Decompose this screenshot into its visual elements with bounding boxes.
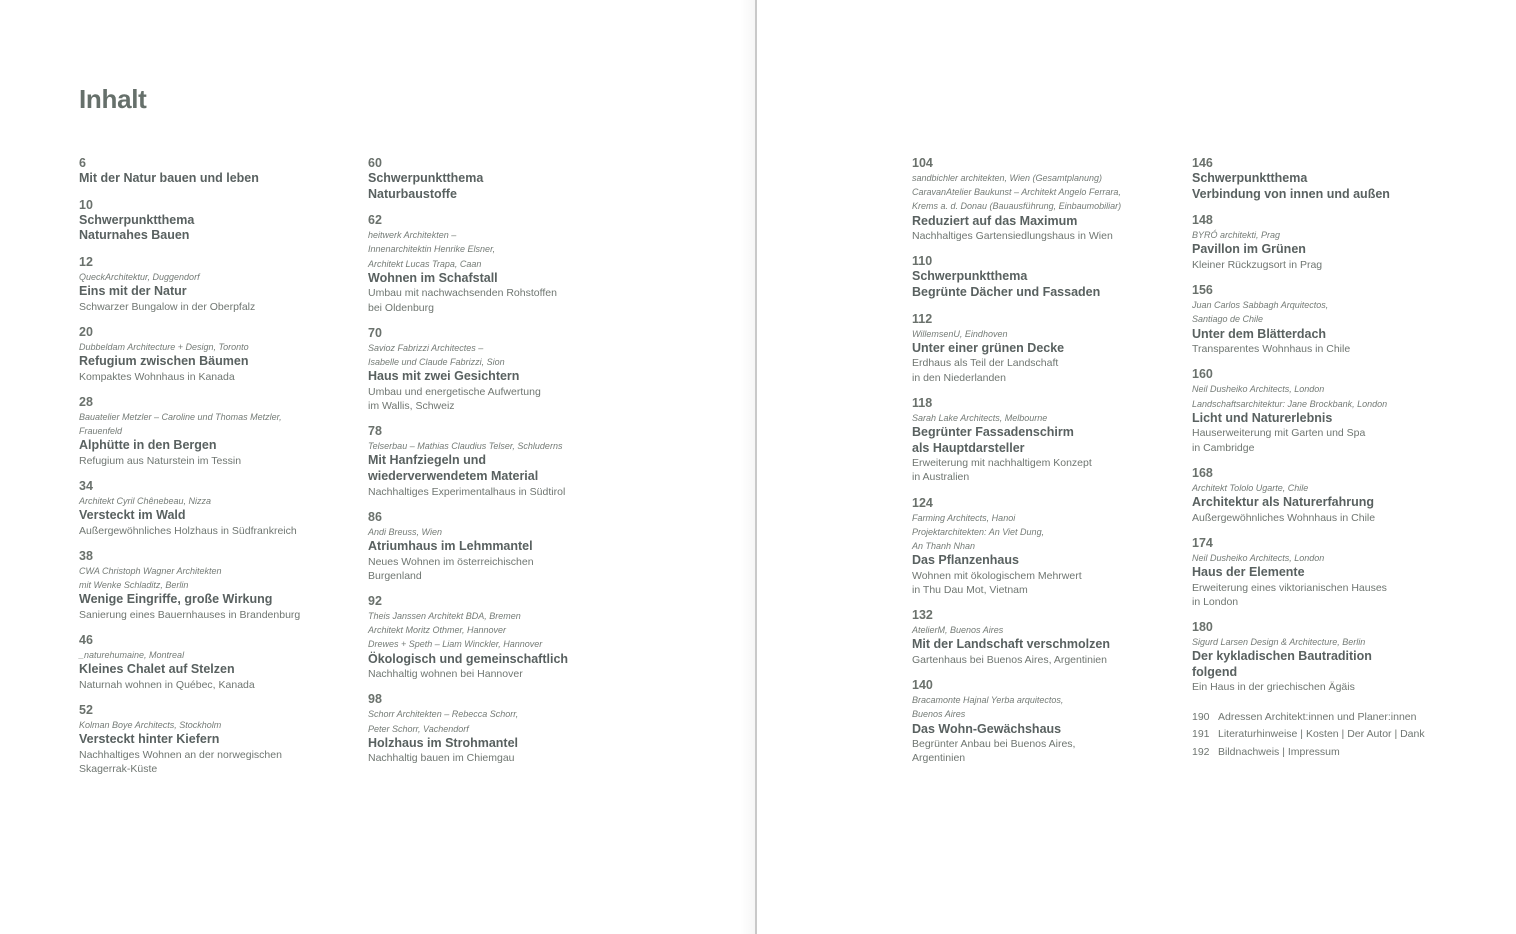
toc-author <box>79 718 354 732</box>
toc-subtitle <box>79 524 354 538</box>
toc-entry[interactable] <box>368 510 643 583</box>
toc-author-line: CWA Christoph Wagner Architekten <box>79 565 222 576</box>
toc-title-line: Holzhaus im Strohmantel <box>368 735 519 750</box>
toc-subtitle-line: Schwarzer Bungalow in der Oberpfalz <box>79 300 256 313</box>
toc-subtitle-line: Umbau und energetische Aufwertung <box>368 385 541 398</box>
toc-author <box>368 609 643 652</box>
toc-author-line: QueckArchitektur, Duggendorf <box>79 271 200 282</box>
toc-title <box>79 284 354 300</box>
toc-title <box>1192 411 1467 427</box>
toc-column-4 <box>1192 156 1467 761</box>
toc-author-line: Innenarchitektin Henrike Elsner, <box>368 244 496 255</box>
toc-author <box>912 511 1187 554</box>
toc-title <box>79 732 354 748</box>
toc-author-line: Telserbau – Mathias Claudius Telser, Schluderns <box>368 441 563 452</box>
toc-author <box>1192 382 1467 410</box>
toc-title-line: Wenige Eingriffe, große Wirkung <box>79 592 273 607</box>
toc-subtitle-line: Transparentes Wohnhaus in Chile <box>1192 343 1351 356</box>
toc-entry[interactable] <box>1192 466 1467 525</box>
toc-title <box>79 592 354 608</box>
toc-author <box>1192 551 1467 565</box>
toc-title-line: Atriumhaus im Lehmmantel <box>368 539 533 553</box>
toc-author-line: Juan Carlos Sabbagh Arquitectos, <box>1192 300 1329 311</box>
toc-page-number: 34 <box>79 478 93 493</box>
toc-subtitle <box>1192 581 1467 609</box>
toc-subtitle <box>368 286 643 314</box>
toc-entry[interactable] <box>79 156 354 187</box>
toc-title-line: Schwerpunktthema <box>1192 171 1308 185</box>
toc-entry[interactable] <box>368 692 643 765</box>
toc-subtitle-line: Hauserweiterung mit Garten und Spa <box>1192 427 1366 440</box>
toc-entry[interactable] <box>1192 620 1467 695</box>
toc-column-2 <box>368 156 643 777</box>
toc-author <box>368 525 643 539</box>
toc-author <box>912 327 1187 341</box>
toc-backmatter-text: Bildnachweis | Impressum <box>1218 745 1340 758</box>
toc-title <box>368 453 643 484</box>
toc-title-line: wiederverwendetem Material <box>368 469 539 483</box>
toc-author <box>912 411 1187 425</box>
toc-subtitle <box>79 748 354 776</box>
toc-title-line: Begrünte Dächer und Fassaden <box>912 285 1101 299</box>
toc-author-line: Architekt Lucas Trapa, Caan <box>368 258 482 269</box>
toc-author-line: Bracamonte Hajnal Yerba arquitectos, <box>912 695 1064 706</box>
toc-author <box>1192 635 1467 649</box>
toc-subtitle <box>368 485 643 499</box>
toc-entry[interactable] <box>912 678 1187 765</box>
toc-subtitle-line: Skagerrak-Küste <box>79 763 158 776</box>
toc-author <box>368 228 643 271</box>
toc-author-line: Buenos Aires <box>912 709 966 720</box>
toc-subtitle-line: Nachhaltig wohnen bei Hannover <box>368 668 523 681</box>
toc-entry[interactable] <box>1192 283 1467 356</box>
toc-subtitle-line: Erweiterung mit nachhaltigem Konzept <box>912 457 1092 470</box>
toc-author-line: An Thanh Nhan <box>912 541 976 551</box>
toc-page-number: 78 <box>368 424 382 439</box>
toc-subtitle-line: im Wallis, Schweiz <box>368 400 455 412</box>
toc-subtitle <box>1192 511 1467 525</box>
toc-column-3 <box>912 156 1187 777</box>
toc-entry[interactable] <box>912 254 1187 300</box>
toc-entry[interactable] <box>1192 536 1467 609</box>
toc-title <box>368 171 643 202</box>
toc-entry[interactable] <box>79 479 354 538</box>
toc-title-line: Verbindung von innen und außen <box>1192 186 1390 201</box>
toc-subtitle <box>368 555 643 583</box>
toc-entry[interactable] <box>368 156 643 202</box>
toc-page-number: 38 <box>79 548 93 563</box>
toc-author-line: Savioz Fabrizzi Architectes – <box>368 342 484 353</box>
toc-subtitle <box>1192 258 1467 272</box>
toc-page-number: 112 <box>912 311 933 326</box>
toc-author <box>1192 228 1467 242</box>
toc-title-line: Licht und Naturerlebnis <box>1192 410 1333 425</box>
toc-title-line: Versteckt hinter Kiefern <box>79 732 220 747</box>
page-title: Inhalt <box>79 84 147 114</box>
toc-entry[interactable] <box>79 325 354 384</box>
toc-author <box>912 171 1187 214</box>
toc-entry[interactable] <box>1192 213 1467 272</box>
toc-subtitle-line: Erweiterung eines viktorianischen Hauses <box>1192 581 1387 594</box>
toc-subtitle <box>79 608 354 622</box>
book-spine <box>755 0 757 934</box>
toc-author-line: Architekt Moritz Othmer, Hannover <box>368 625 507 636</box>
toc-page-number: 140 <box>912 678 933 693</box>
toc-title-line: Unter einer grünen Decke <box>912 340 1065 355</box>
toc-entry[interactable] <box>912 312 1187 385</box>
toc-subtitle-line: Umbau mit nachwachsenden Rohstoffen <box>368 287 557 300</box>
toc-author-line: Architekt Tololo Ugarte, Chile <box>1192 482 1309 493</box>
toc-entry[interactable] <box>79 703 354 776</box>
toc-page-number: 146 <box>1192 156 1213 170</box>
toc-title <box>368 539 643 555</box>
toc-title <box>1192 565 1467 581</box>
toc-author-line: Krems a. d. Donau (Bauausführung, Einbaumobiliar) <box>912 201 1122 212</box>
toc-author <box>1192 481 1467 495</box>
toc-page-number: 10 <box>79 197 93 212</box>
toc-page-number: 132 <box>912 608 933 623</box>
toc-author-line: Architekt Cyril Chênebeau, Nizza <box>79 495 212 506</box>
toc-subtitle-line: Nachhaltig bauen im Chiemgau <box>368 752 515 765</box>
toc-author <box>368 439 643 453</box>
toc-page-number: 46 <box>79 633 93 648</box>
toc-author-line: Frauenfeld <box>79 425 123 436</box>
toc-entry[interactable] <box>79 395 354 468</box>
toc-page-number: 60 <box>368 156 382 170</box>
toc-entry[interactable] <box>1192 156 1467 202</box>
toc-entry[interactable] <box>368 424 643 499</box>
toc-page-number: 190 <box>1192 710 1210 723</box>
toc-entry[interactable] <box>79 198 354 244</box>
toc-page-number: 174 <box>1192 535 1213 550</box>
toc-title-line: Naturnahes Bauen <box>79 228 190 243</box>
toc-subtitle <box>79 300 354 314</box>
toc-subtitle <box>1192 342 1467 356</box>
toc-title-line: folgend <box>1192 664 1238 679</box>
toc-subtitle-line: Neues Wohnen im österreichischen <box>368 555 534 568</box>
toc-title-line: Begrünter Fassadenschirm <box>912 425 1074 439</box>
toc-author-line: Neil Dusheiko Architects, London <box>1192 552 1325 563</box>
toc-backmatter-item[interactable] <box>1192 726 1467 744</box>
toc-title-line: Schwerpunktthema <box>79 212 195 227</box>
toc-page-number: 12 <box>79 254 93 269</box>
toc-subtitle-line: Begrünter Anbau bei Buenos Aires, <box>912 738 1076 751</box>
toc-title-line: Naturbaustoffe <box>368 186 457 201</box>
toc-author <box>1192 298 1467 326</box>
toc-entry[interactable] <box>912 396 1187 485</box>
toc-page-number: 6 <box>79 156 86 170</box>
toc-page-number: 168 <box>1192 465 1213 480</box>
toc-author-line: Farming Architects, Hanoi <box>912 512 1016 523</box>
toc-title-line: Eins mit der Natur <box>79 283 187 298</box>
toc-subtitle <box>79 678 354 692</box>
toc-author <box>912 693 1187 721</box>
toc-entry[interactable] <box>368 326 643 413</box>
toc-subtitle <box>912 569 1187 597</box>
toc-title <box>368 271 643 287</box>
toc-author <box>79 494 354 508</box>
toc-subtitle <box>1192 426 1467 454</box>
toc-subtitle-line: in Australien <box>912 471 970 484</box>
toc-subtitle <box>912 653 1187 667</box>
toc-title <box>79 171 354 187</box>
toc-title-line: als Hauptdarsteller <box>912 440 1025 455</box>
toc-author-line: WillemsenU, Eindhoven <box>912 328 1008 339</box>
toc-title-line: Schwerpunktthema <box>368 171 484 185</box>
toc-subtitle <box>1192 680 1467 694</box>
toc-page-number: 86 <box>368 509 382 524</box>
toc-backmatter-item[interactable] <box>1192 744 1467 762</box>
toc-title <box>79 438 354 454</box>
toc-title <box>1192 649 1467 680</box>
toc-backmatter <box>1192 709 1467 762</box>
toc-author-line: mit Wenke Schladitz, Berlin <box>79 580 189 591</box>
toc-subtitle-line: Refugium aus Naturstein im Tessin <box>79 454 242 467</box>
toc-entry[interactable] <box>79 255 354 314</box>
toc-entry[interactable] <box>912 608 1187 667</box>
toc-title-line: Schwerpunktthema <box>912 269 1028 284</box>
toc-title <box>368 652 643 668</box>
toc-title-line: Kleines Chalet auf Stelzen <box>79 662 235 677</box>
toc-title-line: Mit der Landschaft verschmolzen <box>912 637 1110 652</box>
toc-subtitle-line: Ein Haus in der griechischen Ägäis <box>1192 681 1355 694</box>
toc-title <box>1192 495 1467 511</box>
toc-subtitle <box>912 229 1187 243</box>
toc-page-number: 192 <box>1192 745 1210 758</box>
toc-page-number: 28 <box>79 394 93 409</box>
toc-page-number: 156 <box>1192 283 1213 298</box>
toc-subtitle-line: bei Oldenburg <box>368 301 434 314</box>
toc-backmatter-text: Adressen Architekt:innen und Planer:innen <box>1218 710 1417 723</box>
toc-author <box>79 564 354 592</box>
toc-subtitle-line: Erdhaus als Teil der Landschaft <box>912 357 1059 370</box>
toc-title-line: Mit der Natur bauen und leben <box>79 171 259 185</box>
toc-title-line: Haus der Elemente <box>1192 565 1305 579</box>
toc-subtitle <box>368 667 643 681</box>
toc-subtitle-line: in den Niederlanden <box>912 371 1006 384</box>
toc-title-line: Versteckt im Wald <box>79 508 186 523</box>
toc-author-line: _naturehumaine, Montreal <box>79 650 185 661</box>
toc-entry[interactable] <box>368 594 643 681</box>
toc-entry[interactable] <box>368 213 643 315</box>
toc-title <box>368 369 643 385</box>
toc-title-line: Ökologisch und gemeinschaftlich <box>368 651 569 666</box>
toc-backmatter-item[interactable] <box>1192 709 1467 727</box>
toc-author <box>79 410 354 438</box>
toc-title-line: Refugium zwischen Bäumen <box>79 353 249 368</box>
toc-subtitle <box>912 737 1187 765</box>
toc-subtitle-line: Außergewöhnliches Holzhaus in Südfrankreich <box>79 524 297 537</box>
toc-page-number: 180 <box>1192 620 1213 634</box>
toc-author-line: Projektarchitekten: An Viet Dung, <box>912 526 1045 537</box>
toc-title-line: Das Pflanzenhaus <box>912 553 1019 568</box>
toc-title <box>912 269 1187 300</box>
toc-subtitle <box>368 385 643 413</box>
toc-title <box>79 354 354 370</box>
toc-subtitle-line: Kleiner Rückzugsort in Prag <box>1192 258 1323 271</box>
toc-subtitle-line: Naturnah wohnen in Québec, Kanada <box>79 678 255 691</box>
toc-page-number: 160 <box>1192 367 1213 382</box>
toc-author-line: Theis Janssen Architekt BDA, Bremen <box>368 611 521 621</box>
toc-page-number: 148 <box>1192 213 1213 228</box>
toc-author-line: Drewes + Speth – Liam Winckler, Hannover <box>368 639 543 650</box>
toc-subtitle-line: in Thu Dau Mot, Vietnam <box>912 584 1028 596</box>
toc-author <box>79 270 354 284</box>
toc-title-line: Wohnen im Schafstall <box>368 270 498 285</box>
toc-subtitle-line: Burgenland <box>368 569 422 582</box>
toc-author-line: Sarah Lake Architects, Melbourne <box>912 412 1048 423</box>
toc-title-line: Der kykladischen Bautradition <box>1192 649 1372 664</box>
toc-title-line: Unter dem Blätterdach <box>1192 326 1327 341</box>
toc-title-line: Mit Hanfziegeln und <box>368 453 487 468</box>
toc-entry[interactable] <box>1192 367 1467 454</box>
toc-author-line: Neil Dusheiko Architects, London <box>1192 384 1325 395</box>
toc-title <box>912 553 1187 569</box>
toc-title <box>79 213 354 244</box>
toc-author-line: sandbichler architekten, Wien (Gesamtplanung) <box>912 173 1103 183</box>
toc-title <box>79 508 354 524</box>
toc-subtitle-line: Nachhaltiges Wohnen an der norwegischen <box>79 748 282 761</box>
toc-subtitle-line: Gartenhaus bei Buenos Aires, Argentinien <box>912 654 1107 666</box>
toc-author-line: Peter Schorr, Vachendorf <box>368 723 469 734</box>
toc-backmatter-text: Literaturhinweise | Kosten | Der Autor | Dank <box>1218 728 1425 741</box>
toc-page-number: 70 <box>368 325 382 340</box>
toc-page-number: 191 <box>1192 728 1210 741</box>
toc-page-number: 118 <box>912 395 933 410</box>
toc-author-line: Isabelle und Claude Fabrizzi, Sion <box>368 357 505 367</box>
toc-title-line: Das Wohn-Gewächshaus <box>912 721 1062 736</box>
toc-author-line: BYRÓ architekti, Prag <box>1192 230 1281 241</box>
toc-column-1 <box>79 156 354 787</box>
toc-author <box>912 623 1187 637</box>
toc-title-line: Pavillon im Grünen <box>1192 242 1306 257</box>
toc-title <box>1192 242 1467 258</box>
toc-author <box>368 341 643 369</box>
toc-page-number: 110 <box>912 254 933 269</box>
toc-author <box>368 707 643 735</box>
toc-title <box>368 736 643 752</box>
toc-author-line: CaravanAtelier Baukunst – Architekt Angelo Ferrara, <box>912 187 1121 198</box>
toc-author <box>79 340 354 354</box>
toc-entry[interactable] <box>79 549 354 622</box>
toc-page-number: 62 <box>368 213 382 228</box>
toc-subtitle-line: Wohnen mit ökologischem Mehrwert <box>912 569 1082 582</box>
toc-page-number: 92 <box>368 594 382 608</box>
toc-author <box>79 648 354 662</box>
toc-subtitle-line: Nachhaltiges Experimentalhaus in Südtirol <box>368 485 566 498</box>
toc-author-line: Schorr Architekten – Rebecca Schorr, <box>368 709 519 720</box>
toc-subtitle-line: Außergewöhnliches Wohnhaus in Chile <box>1192 511 1376 524</box>
toc-subtitle <box>368 751 643 765</box>
toc-title <box>912 425 1187 456</box>
toc-title-line: Architektur als Naturerfahrung <box>1192 495 1374 509</box>
toc-author-line: Santiago de Chile <box>1192 314 1264 325</box>
toc-page-number: 52 <box>79 703 93 718</box>
toc-subtitle-line: Sanierung eines Bauernhauses in Brandenburg <box>79 608 301 621</box>
toc-subtitle-line: Nachhaltiges Gartensiedlungshaus in Wien <box>912 230 1113 243</box>
toc-subtitle <box>79 370 354 384</box>
toc-title-line: Alphütte in den Bergen <box>79 438 217 453</box>
toc-subtitle-line: Argentinien <box>912 752 966 765</box>
toc-author-line: AtelierM, Buenos Aires <box>912 625 1004 636</box>
page-gutter-shadow <box>740 0 755 934</box>
toc-title-line: Haus mit zwei Gesichtern <box>368 369 520 384</box>
toc-title <box>1192 327 1467 343</box>
toc-title <box>912 637 1187 653</box>
toc-page-number: 20 <box>79 324 93 339</box>
toc-author-line: Sigurd Larsen Design & Architecture, Berlin <box>1192 637 1366 647</box>
toc-page-number: 124 <box>912 495 933 510</box>
toc-author-line: Landschaftsarchitektur: Jane Brockbank, London <box>1192 398 1388 409</box>
toc-author-line: Andi Breuss, Wien <box>368 526 442 537</box>
toc-subtitle <box>79 454 354 468</box>
toc-author-line: heitwerk Architekten – <box>368 230 457 241</box>
toc-subtitle-line: in Cambridge <box>1192 441 1255 454</box>
toc-entry[interactable] <box>912 156 1187 243</box>
toc-subtitle-line: Kompaktes Wohnhaus in Kanada <box>79 370 235 383</box>
toc-entry[interactable] <box>912 496 1187 598</box>
toc-subtitle <box>912 356 1187 384</box>
toc-page-number: 104 <box>912 156 933 170</box>
toc-author-line: Kolman Boye Architects, Stockholm <box>79 720 222 731</box>
toc-subtitle <box>912 456 1187 484</box>
toc-author-line: Bauatelier Metzler – Caroline und Thomas Metzler, <box>79 411 282 422</box>
toc-subtitle-line: in London <box>1192 595 1239 608</box>
toc-title <box>912 722 1187 738</box>
toc-title <box>912 214 1187 230</box>
toc-author-line: Dubbeldam Architecture + Design, Toronto <box>79 341 249 352</box>
toc-title <box>1192 171 1467 202</box>
toc-title-line: Reduziert auf das Maximum <box>912 213 1078 228</box>
toc-title <box>912 341 1187 357</box>
toc-title <box>79 662 354 678</box>
toc-page-number: 98 <box>368 692 382 707</box>
toc-entry[interactable] <box>79 633 354 692</box>
